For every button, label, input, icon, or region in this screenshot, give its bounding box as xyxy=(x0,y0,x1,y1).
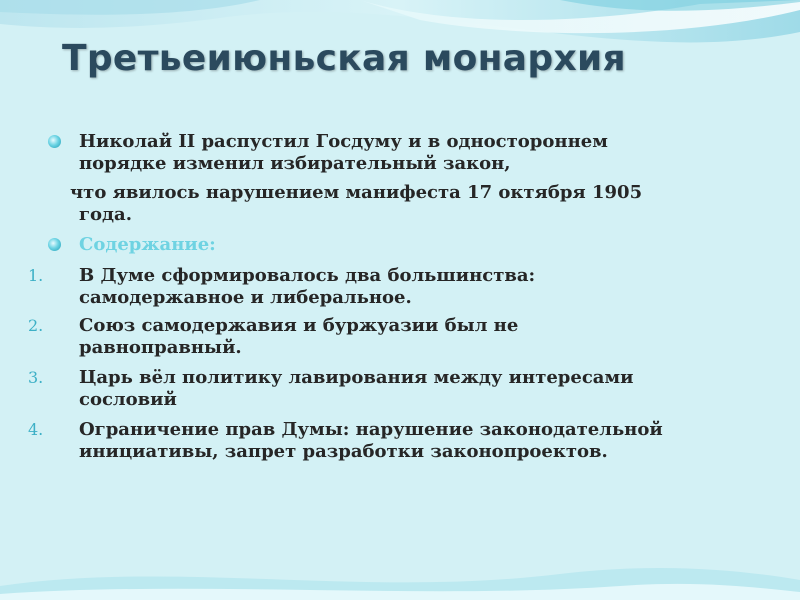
intro-line-4: года. xyxy=(79,204,132,225)
intro-line-1: Николай II распустил Госдуму и в одностороннем xyxy=(79,131,608,152)
list-line: сословий xyxy=(79,389,177,410)
round-bullet-icon xyxy=(48,135,61,148)
list-line: Ограничение прав Думы: нарушение законодательной xyxy=(79,419,663,440)
intro-line-3: что явилось нарушением манифеста 17 октября 1905 xyxy=(70,182,643,203)
list-number: 2. xyxy=(28,316,44,335)
list-line: В Думе сформировалось два большинства: xyxy=(79,265,536,286)
content-heading: Содержание: xyxy=(79,234,216,255)
list-number: 4. xyxy=(28,420,44,439)
list-number: 1. xyxy=(28,266,44,285)
intro-line-2: порядке изменил избирательный закон, xyxy=(79,153,511,174)
list-line: Союз самодержавия и буржуазии был не xyxy=(79,315,519,336)
round-bullet-icon xyxy=(48,238,61,251)
slide-title: Третьеиюньская монархия xyxy=(62,38,626,79)
list-line: самодержавное и либеральное. xyxy=(79,287,412,308)
list-line: равноправный. xyxy=(79,337,242,358)
list-line: инициативы, запрет разработки законопроектов. xyxy=(79,441,608,462)
list-number: 3. xyxy=(28,368,44,387)
list-line: Царь вёл политику лавирования между интересами xyxy=(79,367,634,388)
